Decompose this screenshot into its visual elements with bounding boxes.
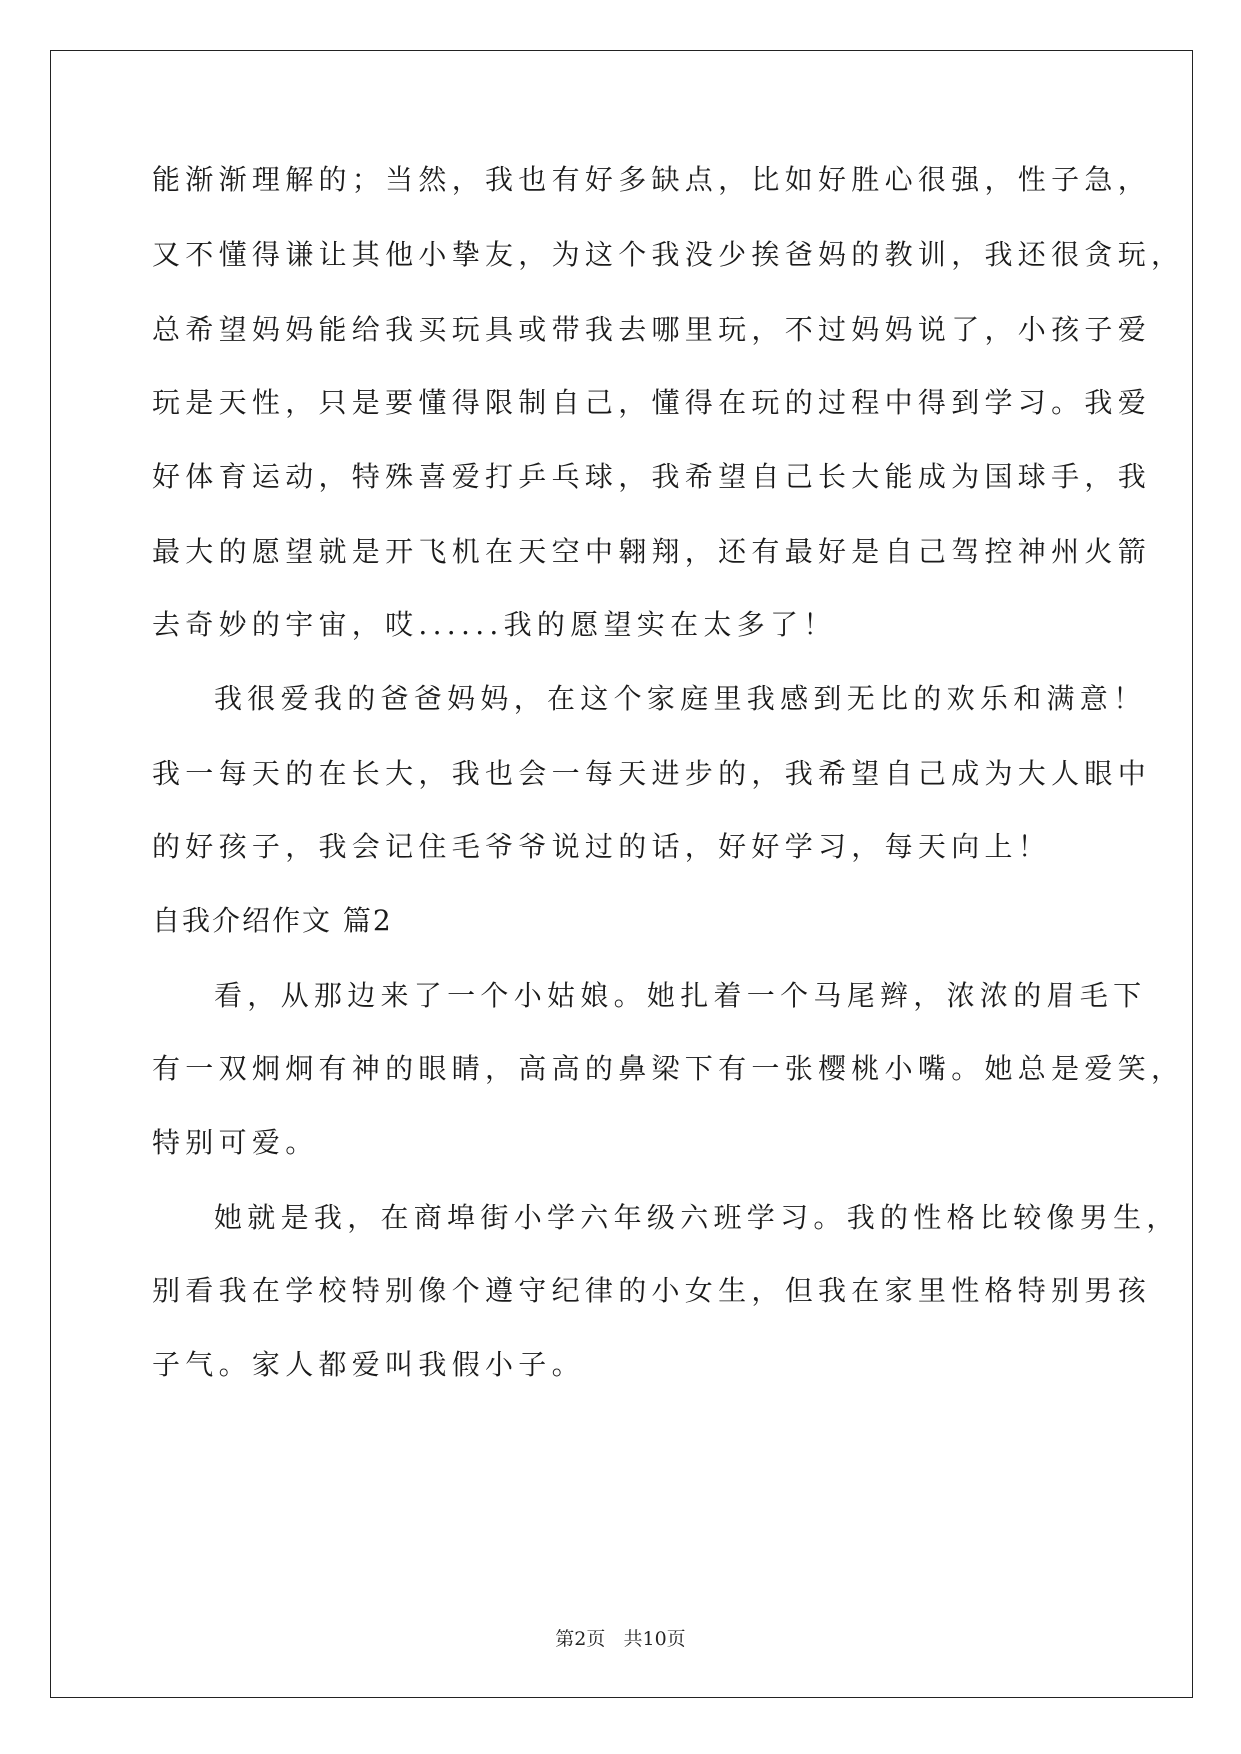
paragraph-line: 能渐渐理解的；当然，我也有好多缺点，比如好胜心很强，性子急， bbox=[152, 163, 1152, 196]
paragraph-line: 子气。家人都爱叫我假小子。 bbox=[152, 1348, 585, 1381]
section-heading: 自我介绍作文 篇2 bbox=[152, 904, 393, 937]
paragraph-line: 我一每天的在长大，我也会一每天进步的，我希望自己成为大人眼中 bbox=[152, 757, 1152, 790]
paragraph-first-line: 我很爱我的爸爸妈妈，在这个家庭里我感到无比的欢乐和满意！ bbox=[214, 682, 1147, 715]
paragraph-first-line: 看，从那边来了一个小姑娘。她扎着一个马尾辫，浓浓的眉毛下 bbox=[214, 979, 1147, 1012]
paragraph-line: 去奇妙的宇宙，哎......我的愿望实在太多了！ bbox=[152, 608, 837, 641]
paragraph-line: 总希望妈妈能给我买玩具或带我去哪里玩，不过妈妈说了，小孩子爱 bbox=[152, 313, 1152, 346]
paragraph-line: 特别可爱。 bbox=[152, 1126, 319, 1159]
paragraph-line: 别看我在学校特别像个遵守纪律的小女生，但我在家里性格特别男孩 bbox=[152, 1274, 1152, 1307]
paragraph-line: 最大的愿望就是开飞机在天空中翱翔，还有最好是自己驾控神州火箭 bbox=[152, 535, 1152, 568]
paragraph-line: 有一双炯炯有神的眼睛，高高的鼻梁下有一张樱桃小嘴。她总是爱笑， bbox=[152, 1052, 1185, 1085]
page-indicator: 第2页 共10页 bbox=[555, 1628, 686, 1650]
paragraph-line: 又不懂得谦让其他小挚友，为这个我没少挨爸妈的教训，我还很贪玩， bbox=[152, 238, 1185, 271]
paragraph-line: 的好孩子，我会记住毛爷爷说过的话，好好学习，每天向上！ bbox=[152, 830, 1052, 863]
paragraph-line: 好体育运动，特殊喜爱打乒乓球，我希望自己长大能成为国球手，我 bbox=[152, 460, 1152, 493]
page-border bbox=[50, 50, 1193, 1698]
paragraph-first-line: 她就是我，在商埠街小学六年级六班学习。我的性格比较像男生， bbox=[214, 1201, 1180, 1234]
paragraph-line: 玩是天性，只是要懂得限制自己，懂得在玩的过程中得到学习。我爱 bbox=[152, 386, 1152, 419]
